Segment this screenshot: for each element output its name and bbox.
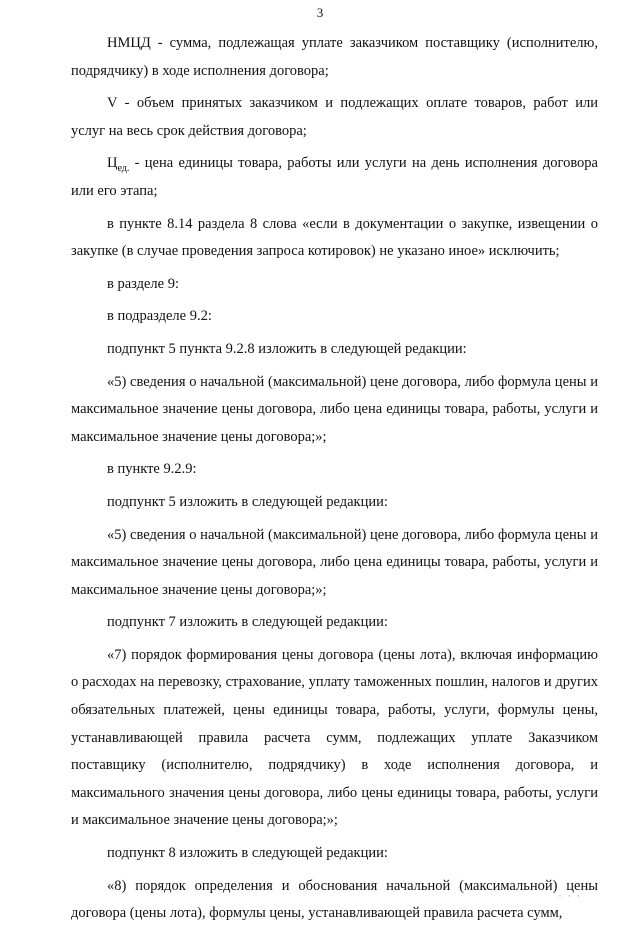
paragraph-subsection-9-2: в подразделе 9.2: [107, 308, 212, 325]
paragraph-item-8-intro: подпункт 8 изложить в следующей редакции: [107, 845, 388, 862]
paragraph-nmcd-definition: НМЦД - сумма, подлежащая уплате заказчиком поставщику (исполнителю, подрядчику) в ходе исполнения договора; [71, 35, 598, 79]
paragraph-item-7-intro: подпункт 7 изложить в следующей редакции: [107, 614, 388, 631]
paragraph-9-2-9-item-5-intro: подпункт 5 изложить в следующей редакции: [107, 493, 388, 510]
unit-price-symbol: Ц [107, 155, 118, 172]
unit-price-subscript: ед. [117, 163, 130, 175]
paragraph-9-2-9-item-5: «5) сведения о начальной (максимальной) цене договора, либо формула цены и максимальное значение цены договора, либо цена единицы товара, работы, услуги и максимальное значение цены договора;»; [71, 526, 598, 598]
paragraph-section-9: в разделе 9: [107, 275, 180, 292]
paragraph-v-definition: V - объем принятых заказчиком и подлежащих оплате товаров, работ или услуг на весь срок действия договора; [71, 95, 598, 139]
footer-mark: · · · [558, 891, 582, 901]
document-body [71, 30, 598, 933]
paragraph-unit-price-definition [71, 150, 598, 205]
paragraph-9-2-9: в пункте 9.2.9: [107, 461, 197, 478]
page-number: 3 [316, 5, 324, 20]
paragraph-9-2-8-intro: подпункт 5 пункта 9.2.8 изложить в следующей редакции: [107, 340, 467, 357]
paragraph-item-7: «7) порядок формирования цены договора (цены лота), включая информацию о расходах на перевозку, страхование, уплату таможенных пошлин, налогов и других обязательных платежей, цены единицы товара, работы, услуги, формулы цены, устанавливающей правила расчета сумм, подлежащих уплате Заказчиком поставщику (исполнителю, подрядчику) в ходе исполнения договора, и максимального значения цены договора, либо цены единицы товара, работы, услуги и максимальное значение цены договора;»; [71, 646, 598, 829]
paragraph-item-8: «8) порядок определения и обоснования начальной (максимальной) цены договора (цены лота), формулы цены, устанавливающей правила расчета сумм, [71, 877, 598, 922]
paragraph-9-2-8-item-5: «5) сведения о начальной (максимальной) цене договора, либо формула цены и максимальное значение цены договора, либо цена единицы товара, работы, услуги и максимальное значение цены договора;»; [71, 373, 598, 445]
paragraph-8-14: в пункте 8.14 раздела 8 слова «если в документации о закупке, извещении о закупке (в случае проведения запроса котировок) не указано иное» исключить; [71, 215, 598, 260]
unit-price-text: - цена единицы товара, работы или услуги на день исполнения договора или его этапа; [71, 155, 598, 199]
